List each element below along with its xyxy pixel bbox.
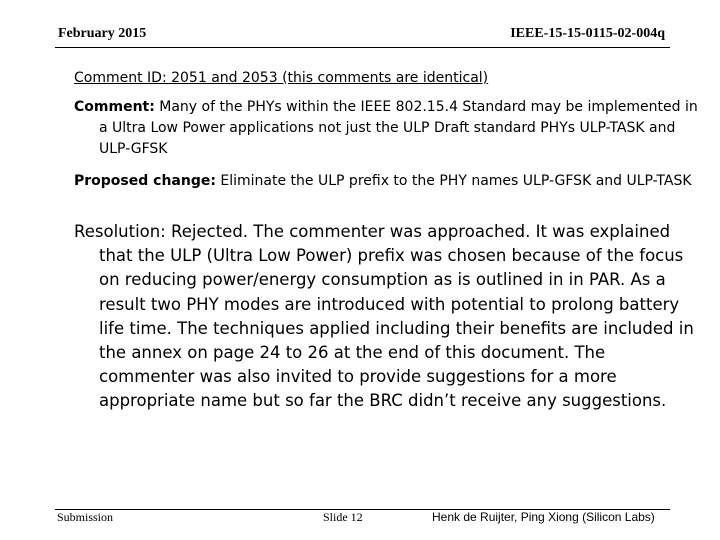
header-doc-id: IEEE-15-15-0115-02-004q	[510, 26, 665, 41]
proposed-change-text: Eliminate the ULP prefix to the PHY names ULP-GFSK and ULP-TASK	[215, 173, 692, 189]
comment-id-line: Comment ID: 2051 and 2053 (this comments are identical)	[74, 70, 489, 86]
proposed-change-label: Proposed change:	[74, 173, 216, 189]
resolution-label: Resolution:	[74, 222, 166, 241]
comment-label: Comment:	[74, 99, 155, 115]
comment-paragraph	[74, 97, 699, 160]
footer-submission: Submission	[57, 510, 114, 524]
comment-text: Many of the PHYs within the IEEE 802.15.4 Standard may be implemented in a Ultra Low Power applications not just the ULP Draft standard PHYs ULP-TASK and ULP-GFSK	[99, 99, 698, 157]
proposed-change-paragraph	[74, 171, 699, 192]
resolution-paragraph	[74, 220, 699, 414]
header-divider	[55, 47, 670, 48]
footer-slide-number: Slide 12	[323, 510, 363, 524]
header-date: February 2015	[58, 26, 147, 41]
resolution-text: Rejected. The commenter was approached. It was explained that the ULP (Ultra Low Power) prefix was chosen because of the focus on reducing power/energy consumption as is outlined in in PAR. As a result two PHY modes are introduced with potential to prolong battery life time. The techniques applied including their benefits are included in the annex on page 24 to 26 at the end of this document. The commenter was also invited to provide suggestions for a more appropriate name but so far the BRC didn’t receive any suggestions.	[99, 222, 694, 411]
footer-authors: Henk de Ruijter, Ping Xiong (Silicon Labs)	[432, 510, 655, 524]
